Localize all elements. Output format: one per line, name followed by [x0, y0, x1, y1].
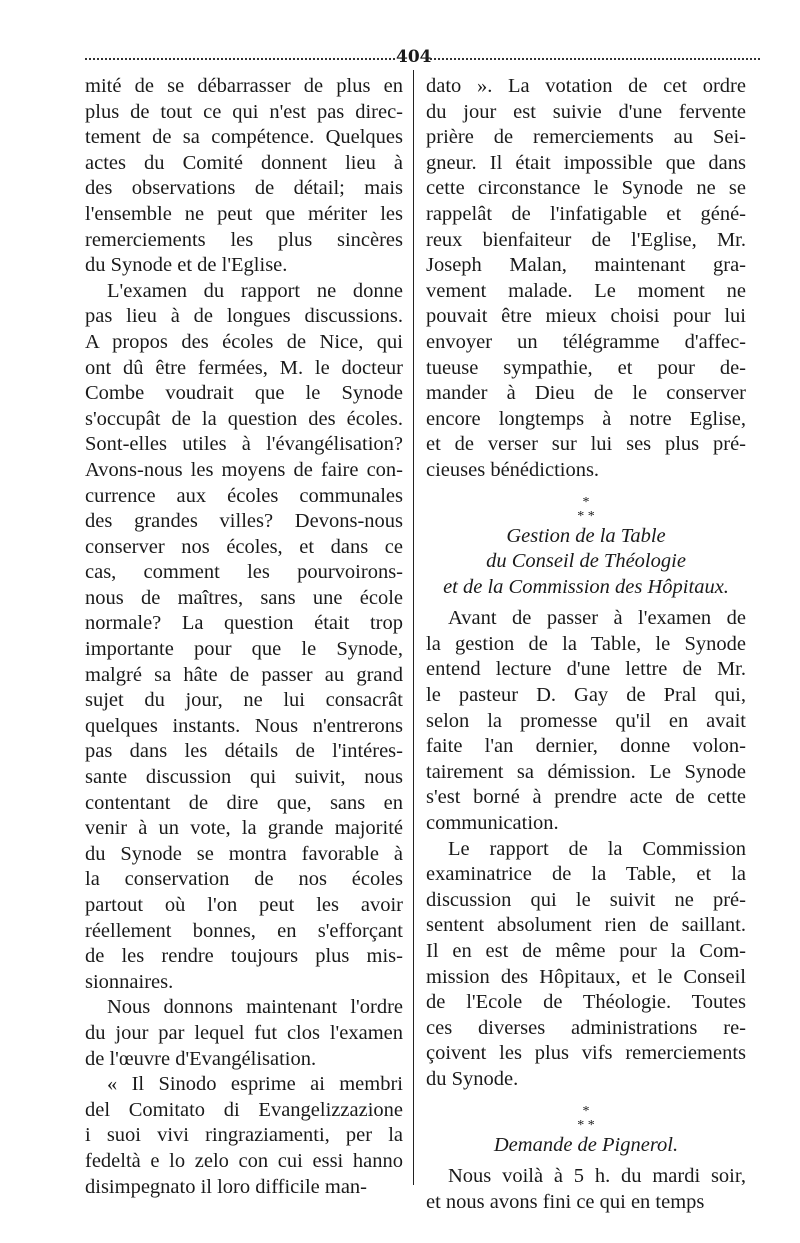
text-line: dato ». La votation de cet ordre [426, 75, 746, 97]
text-line: nous de maîtres, sans une école [85, 586, 403, 609]
text-line: de les rendre toujours plus mis- [85, 945, 403, 968]
text-line: le pasteur D. Gay de Pral qui, [426, 684, 746, 707]
text-line: l'ensemble ne peut que mériter les [85, 202, 403, 225]
text-line: encore longtemps à notre Eglise, [426, 407, 746, 430]
text-line: la gestion de la Table, le Synode [426, 632, 746, 655]
paragraph [85, 1072, 403, 1200]
text-line: s'est borné à prendre acte de cette [426, 786, 746, 809]
text-line: sante discussion qui suivit, nous [85, 766, 403, 789]
text-line: sujet du jour, ne lui consacrât [85, 689, 403, 712]
text-line: disimpegnato il loro difficile man- [85, 1175, 368, 1198]
text-line: A propos des écoles de Nice, qui [85, 330, 403, 353]
text-line: venir à un vote, la grande majorité [85, 817, 403, 840]
text-line: Combe voudrait que le Synode [85, 382, 403, 405]
text-line: Joseph Malan, maintenant gra- [426, 254, 746, 277]
header-rule-left [85, 58, 395, 60]
text-line: tement de sa compétence. Quelques [85, 126, 403, 149]
text-line: quelques instants. Nous n'entrerons [85, 714, 403, 737]
text-line: cette circonstance le Synode ne se [426, 177, 746, 200]
text-line: mander à Dieu de le conserver [426, 382, 746, 405]
text-line: çoivent les plus vifs remerciements [426, 1042, 746, 1065]
text-line: mité de se débarrasser de plus en [85, 75, 403, 97]
text-line: sentent absolument rien de saillant. [426, 914, 746, 937]
text-line: réellement bonnes, en s'efforçant [85, 919, 403, 942]
text-line: faite l'an dernier, donne volon- [426, 735, 746, 758]
text-line: pas dans les détails de l'intéres- [85, 740, 403, 763]
text-line: et de verser sur lui ses plus pré- [426, 433, 746, 456]
text-line: malgré sa hâte de passer au grand [85, 663, 403, 686]
text-line: examinatrice de la Table, et la [426, 863, 746, 886]
text-line: et nous avons fini ce qui en temps [426, 1190, 705, 1213]
text-line: la conservation de nos écoles [85, 868, 403, 891]
text-line: cas, comment les pourvoirons- [85, 561, 403, 584]
text-line: pas lieu à de longues discussions. [85, 305, 403, 328]
text-line: Sont-elles utiles à l'évangélisation? [85, 433, 403, 456]
text-line: i suoi vivi ringraziamenti, per la [85, 1124, 403, 1147]
text-line: contentant de dire que, sans en [85, 791, 403, 814]
text-line: selon la promesse qu'il en avait [426, 709, 746, 732]
text-line: ces diverses administrations re- [426, 1016, 746, 1039]
text-line: gneur. Il était impossible que dans [426, 151, 746, 174]
text-line: Nous voilà à 5 h. du mardi soir, [448, 1165, 746, 1188]
text-line: Nous donnons maintenant l'ordre [107, 996, 403, 1019]
paragraph [85, 995, 403, 1072]
column-divider [413, 70, 414, 1185]
text-line: du Synode se montra favorable à [85, 842, 403, 865]
text-line: de l'œuvre d'Evangélisation. [85, 1047, 317, 1070]
text-line: sionnaires. [85, 970, 174, 993]
text-line: envoyer un télégramme d'affec- [426, 330, 746, 353]
text-line: discussion qui le suivit ne pré- [426, 888, 746, 911]
text-line: Avons-nous les moyens de faire con- [85, 458, 403, 481]
page-number: 404 [396, 47, 432, 67]
text-line: partout où l'on peut les avoir [85, 894, 403, 916]
text-line: du Synode. [426, 1067, 519, 1090]
section-asterism: * * * [577, 494, 595, 524]
text-line: del Comitato di Evangelizzazione [85, 1098, 403, 1121]
text-line: currence aux écoles communales [85, 484, 403, 507]
text-line: importante pour que le Synode, [85, 638, 403, 661]
paragraph [85, 74, 403, 279]
text-line: L'examen du rapport ne donne [107, 279, 403, 302]
text-line: des grandes villes? Devons-nous [85, 510, 403, 533]
text-line: Le rapport de la Commission [448, 837, 746, 860]
text-line: reux bienfaiteur de l'Eglise, Mr. [426, 228, 746, 251]
text-line: plus de tout ce qui n'est pas direc- [85, 100, 403, 123]
text-line: tueuse sympathie, et pour de- [426, 356, 746, 379]
text-line: tairement sa démission. Le Synode [426, 760, 746, 783]
text-line: entend lecture d'une lettre de Mr. [426, 658, 746, 681]
section-heading: du Conseil de Théologie [486, 550, 686, 573]
text-line: Avant de passer à l'examen de [448, 607, 746, 630]
text-line: du jour est suivie d'une fervente [426, 100, 746, 123]
header-rule-right [430, 58, 760, 60]
text-line: de l'Ecole de Théologie. Toutes [426, 991, 746, 1014]
text-line: pouvait être mieux choisi pour lui [426, 305, 746, 328]
text-line: vement malade. Le moment ne [426, 279, 746, 302]
text-line: des observations de détail; mais [85, 177, 403, 200]
section-asterism: * * * [577, 1103, 595, 1133]
text-line: remerciements les plus sincères [85, 228, 403, 251]
text-line: rappelât de l'infatigable et géné- [426, 202, 746, 225]
text-line: fedeltà e lo zelo con cui essi hanno [85, 1149, 403, 1172]
paragraph [426, 1164, 746, 1215]
text-line: « Il Sinodo esprime ai membri [107, 1073, 403, 1096]
text-line: Il en est de même pour la Com- [426, 940, 746, 962]
text-line: normale? La question était trop [85, 612, 403, 635]
paragraph [426, 74, 746, 484]
text-line: prière de remerciements au Sei- [426, 126, 746, 149]
section-heading: Gestion de la Table [506, 524, 666, 547]
paragraph [426, 837, 746, 1093]
right-column [426, 74, 746, 1215]
text-line: mission des Hôpitaux, et le Conseil [426, 965, 746, 988]
section-heading: Demande de Pignerol. [493, 1133, 679, 1156]
section-heading: et de la Commission des Hôpitaux. [443, 575, 729, 598]
left-column [85, 74, 403, 1200]
text-line: cieuses bénédictions. [426, 458, 600, 481]
paragraph [426, 606, 746, 836]
text-line: ont dû être fermées, M. le docteur [85, 356, 403, 379]
text-line: actes du Comité donnent lieu à [85, 151, 403, 174]
text-line: conserver nos écoles, et dans ce [85, 535, 403, 558]
text-line: s'occupât de la question des écoles. [85, 407, 403, 430]
text-line: communication. [426, 812, 559, 835]
text-line: du jour par lequel fut clos l'examen [85, 1021, 403, 1044]
paragraph [85, 279, 403, 996]
text-line: du Synode et de l'Eglise. [85, 254, 288, 277]
